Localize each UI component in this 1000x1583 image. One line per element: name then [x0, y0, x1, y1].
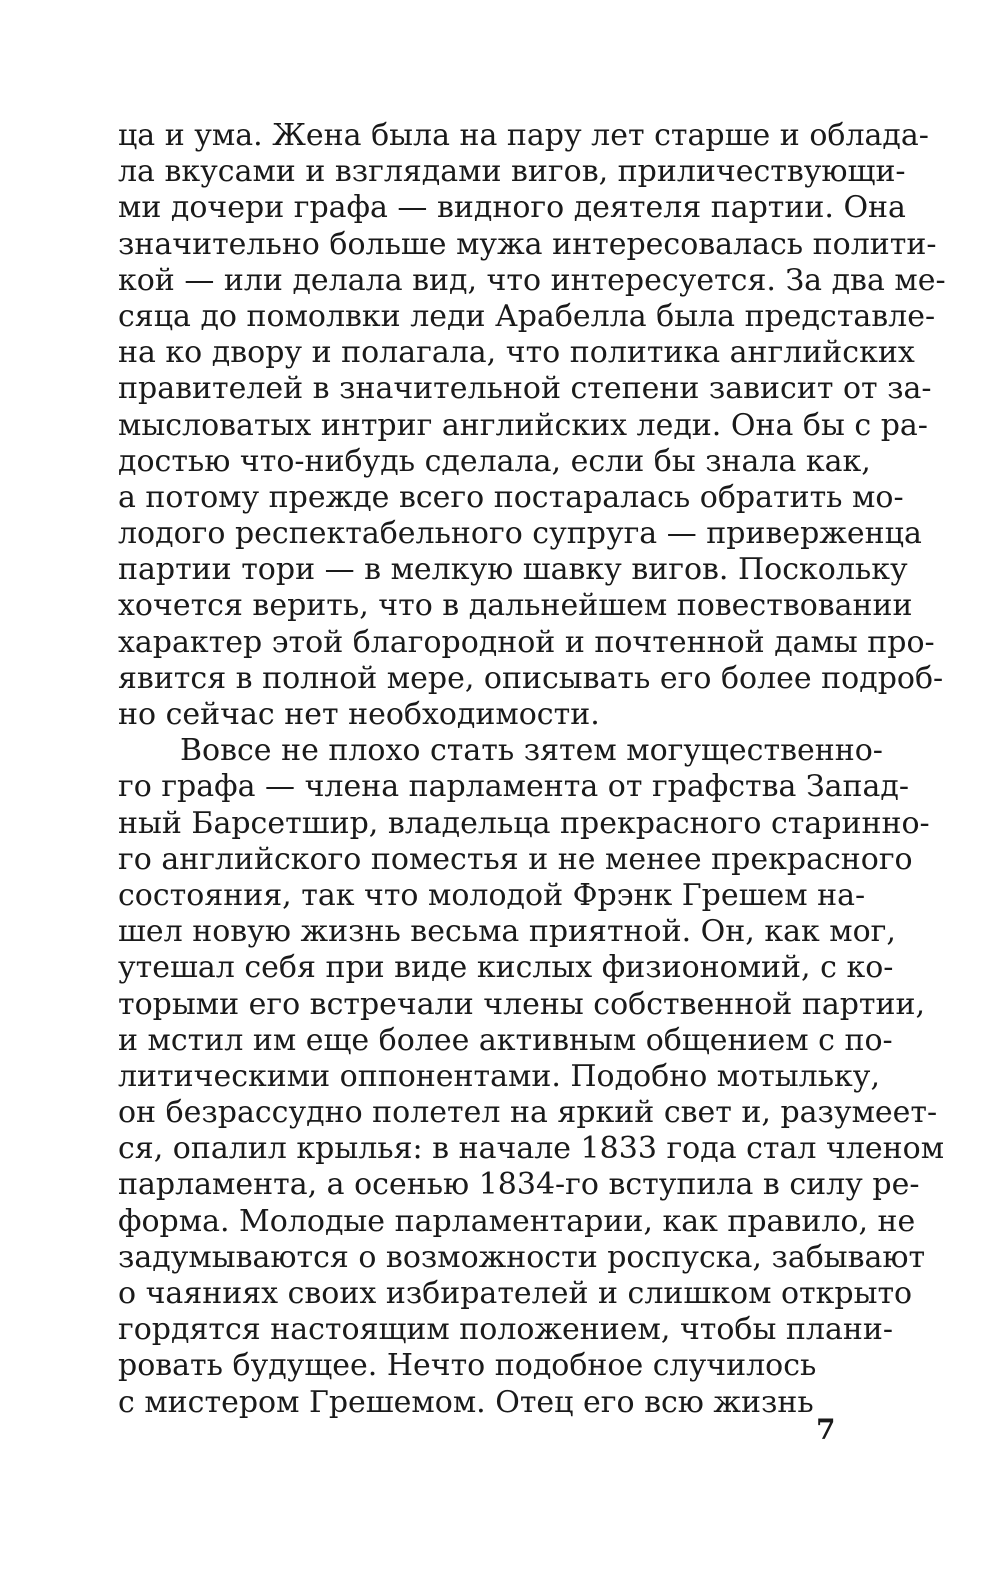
text-line-4: значительно больше мужа интересовалась полити-	[118, 226, 937, 262]
text-line-3: ми дочери графа — видного деятеля партии. Она	[118, 190, 906, 226]
text-line-7: на ко двору и полагала, что политика английских	[118, 335, 915, 371]
text-line-2: ла вкусами и взглядами вигов, приличествующи-	[118, 154, 906, 190]
text-line-36: с мистером Грешемом. Отец его всю жизнь	[118, 1384, 814, 1420]
text-line-20: ный Барсетшир, владельца прекрасного старинно-	[118, 805, 930, 841]
text-line-19: го графа — члена парламента от графства Запад-	[118, 769, 910, 805]
text-line-9: мысловатых интриг английских леди. Она бы с ра-	[118, 407, 928, 443]
text-line-17-paragraph-end: но сейчас нет необходимости.	[118, 697, 600, 732]
text-line-14: хочется верить, что в дальнейшем повествовании	[118, 588, 913, 624]
text-line-32: задумываются о возможности роспуска, забывают	[118, 1239, 926, 1275]
text-line-33: о чаяниях своих избирателей и слишком открыто	[118, 1276, 913, 1311]
text-line-30: парламента, а осенью 1834-го вступила в силу ре-	[118, 1167, 920, 1203]
page-body	[118, 118, 946, 1421]
text-line-16: явится в полной мере, описывать его более подроб-	[118, 660, 944, 696]
text-line-29: ся, опалил крылья: в начале 1833 года стал членом	[118, 1131, 945, 1167]
text-line-25: торыми его встречали члены собственной партии,	[118, 986, 926, 1022]
text-line-31: форма. Молодые парламентарии, как правило, не	[118, 1203, 916, 1239]
text-line-8: правителей в значительной степени зависит от за-	[118, 371, 932, 407]
text-line-28: он безрассудно полетел на яркий свет и, разумеет-	[118, 1095, 938, 1131]
text-line-12: лодого респектабельного супруга — приверженца	[118, 516, 922, 552]
text-line-24: утешал себя при виде кислых физиономий, с ко-	[118, 950, 894, 986]
text-line-21: го английского поместья и не менее прекрасного	[118, 841, 913, 877]
text-line-27: литическими оппонентами. Подобно мотыльку,	[118, 1058, 880, 1094]
page-number: 7	[816, 1413, 836, 1446]
text-line-1: ца и ума. Жена была на пару лет старше и облада-	[118, 118, 929, 153]
text-line-23: шел новую жизнь весьма приятной. Он, как мог,	[118, 914, 896, 950]
text-line-11: а потому прежде всего постаралась обратить мо-	[118, 479, 904, 515]
text-line-22: состояния, так что молодой Фрэнк Грешем на-	[118, 877, 866, 913]
text-line-5: кой — или делала вид, что интересуется. За два ме-	[118, 262, 946, 298]
text-line-34: гордятся настоящим положением, чтобы плани-	[118, 1312, 893, 1348]
text-line-13: партии тори — в мелкую шавку вигов. Поскольку	[118, 552, 908, 588]
text-line-6: сяца до помолвки леди Арабелла была представле-	[118, 298, 936, 334]
text-line-15: характер этой благородной и почтенной дамы про-	[118, 624, 935, 660]
text-line-35: ровать будущее. Нечто подобное случилось	[118, 1348, 817, 1384]
text-line-26: и мстил им еще более активным общением с по-	[118, 1022, 893, 1058]
text-line-18-paragraph-start: Вовсе не плохо стать зятем могущественно-	[180, 733, 883, 769]
text-line-10: достью что-нибудь сделала, если бы знала как,	[118, 443, 871, 479]
